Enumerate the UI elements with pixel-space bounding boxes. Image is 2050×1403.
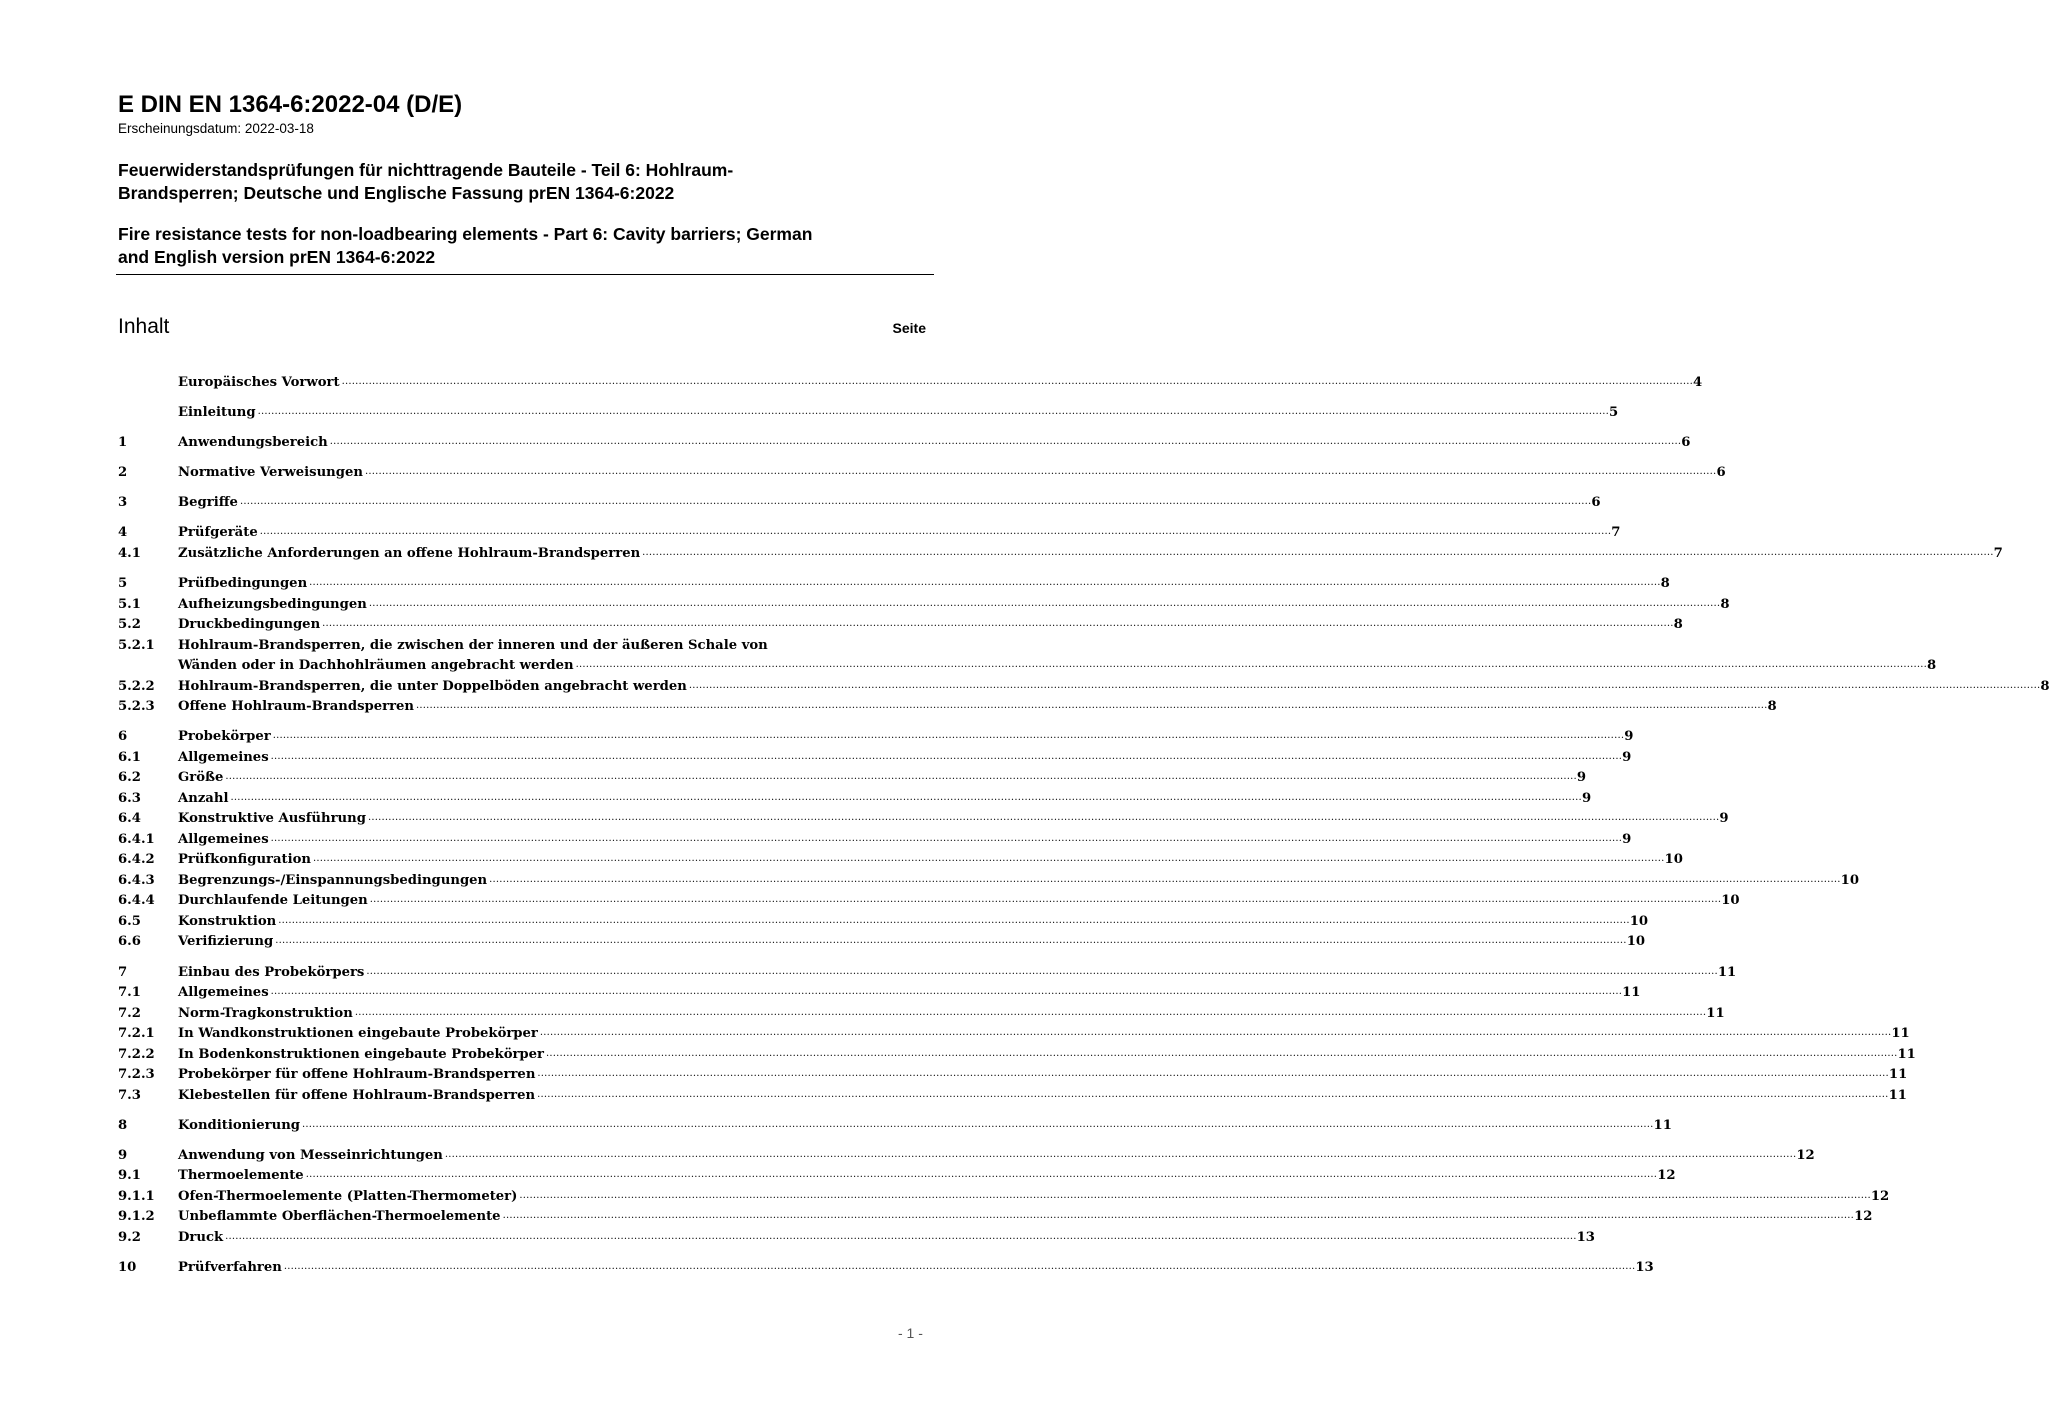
toc-entry-number: 4.1 bbox=[118, 545, 141, 561]
toc-entry[interactable] bbox=[118, 370, 1703, 391]
toc-entry-title: Begrenzungs-/Einspannungsbedingungen bbox=[178, 872, 488, 888]
toc-heading-row bbox=[118, 312, 926, 342]
toc-dot-leader: ................................................................................................................................................................................................................................................................................................................................................................................................................ bbox=[259, 526, 1612, 538]
toc-dot-leader: ................................................................................................................................................................................................................................................................................................................................................................................................................ bbox=[366, 965, 1718, 977]
toc-entry-title-wrap bbox=[178, 1005, 1706, 1022]
toc-entry[interactable] bbox=[118, 521, 1621, 542]
toc-entry-title-wrap bbox=[178, 728, 1624, 745]
toc-dot-leader: ................................................................................................................................................................................................................................................................................................................................................................................................................ bbox=[270, 832, 1623, 844]
toc-entry-page: 8 bbox=[2040, 678, 2050, 694]
toc-entry-page: 9 bbox=[1576, 770, 1587, 786]
toc-entry-page: 10 bbox=[1721, 893, 1740, 909]
title-german-line-1: Feuerwiderstandsprüfungen für nichttragende Bauteile - Teil 6: Hohlraum- bbox=[118, 160, 734, 180]
title-german bbox=[118, 159, 934, 205]
toc-dot-leader: ................................................................................................................................................................................................................................................................................................................................................................................................................ bbox=[275, 935, 1627, 947]
toc-entry-title: Probekörper für offene Hohlraum-Brandsperren bbox=[178, 1067, 536, 1082]
toc-entry[interactable] bbox=[118, 981, 1641, 1002]
title-english-line-1: Fire resistance tests for non-loadbearing elements - Part 6: Cavity barriers; German bbox=[118, 224, 813, 244]
toc-entry-number: 3 bbox=[118, 495, 128, 511]
toc-entry-number: 5 bbox=[118, 576, 128, 592]
toc-entry-title-wrap bbox=[178, 913, 1630, 930]
toc-entry[interactable] bbox=[118, 725, 1634, 746]
toc-entry-number: 7.2.2 bbox=[118, 1046, 155, 1062]
toc-dot-leader: ................................................................................................................................................................................................................................................................................................................................................................................................................ bbox=[444, 1148, 1797, 1160]
toc-entry-number: 10 bbox=[118, 1260, 137, 1276]
toc-entry-title-wrap bbox=[178, 1208, 1854, 1225]
toc-entry-number: 6 bbox=[118, 729, 128, 745]
toc-entry-number: 9.1 bbox=[118, 1168, 141, 1184]
toc-entry-title: Wänden oder in Dachhohlräumen angebracht werden bbox=[178, 658, 574, 674]
toc-entry-title: Prüfkonfiguration bbox=[178, 852, 312, 868]
toc-entry-title-wrap bbox=[178, 616, 1674, 633]
toc-entry-number: 6.6 bbox=[118, 934, 141, 950]
toc-entry-number: 7.2 bbox=[118, 1005, 141, 1021]
toc-entry[interactable] bbox=[118, 1164, 1676, 1185]
toc-entry-title: Konstruktion bbox=[178, 913, 277, 929]
toc-dot-leader: ................................................................................................................................................................................................................................................................................................................................................................................................................ bbox=[416, 700, 1768, 712]
toc-entry[interactable] bbox=[118, 868, 1859, 889]
toc-entry-number: 6.4.4 bbox=[118, 893, 155, 909]
toc-entry[interactable] bbox=[118, 674, 2050, 695]
toc-entry-title-wrap bbox=[178, 851, 1665, 868]
toc-entry-title: Allgemeines bbox=[178, 831, 269, 847]
toc-dot-leader: ................................................................................................................................................................................................................................................................................................................................................................................................................ bbox=[642, 546, 1994, 558]
toc-entry[interactable] bbox=[118, 541, 2003, 562]
toc-entry-title-wrap bbox=[178, 494, 1591, 511]
toc-dot-leader: ................................................................................................................................................................................................................................................................................................................................................................................................................ bbox=[367, 812, 1720, 824]
toc-entry[interactable] bbox=[118, 572, 1670, 593]
toc-entry-title-wrap bbox=[178, 933, 1627, 950]
toc-entry-number: 6.4 bbox=[118, 811, 141, 827]
toc-entry-title: Aufheizungsbedingungen bbox=[178, 596, 367, 612]
toc-entry-title-wrap bbox=[178, 769, 1577, 786]
toc-entry-number: 5.2 bbox=[118, 617, 141, 633]
toc-entry-title: Zusätzliche Anforderungen an offene Hohlraum-Brandsperren bbox=[178, 545, 641, 561]
title-english bbox=[118, 223, 934, 269]
toc-entry-page: 5 bbox=[1609, 404, 1619, 420]
toc-entry-number: 6.2 bbox=[118, 770, 141, 786]
toc-entry-title: Allgemeines bbox=[178, 985, 269, 1000]
toc-entry[interactable] bbox=[118, 786, 1592, 807]
table-of-contents bbox=[118, 370, 2050, 1276]
page-number: - 1 - bbox=[898, 1325, 923, 1341]
toc-entry[interactable] bbox=[118, 695, 1777, 716]
toc-entry[interactable] bbox=[118, 909, 1649, 930]
toc-entry-page: 11 bbox=[1653, 1117, 1672, 1133]
toc-entry-title: Ofen-Thermoelemente (Platten-Thermometer) bbox=[178, 1188, 518, 1204]
toc-entry[interactable] bbox=[118, 1001, 1725, 1022]
toc-entry-title: Druck bbox=[178, 1229, 224, 1245]
toc-entry-page: 8 bbox=[1927, 658, 1937, 674]
toc-entry-title-wrap bbox=[178, 872, 1841, 889]
toc-entry-title: Konstruktive Ausführung bbox=[178, 811, 366, 827]
toc-entry-page: 10 bbox=[1840, 872, 1859, 888]
toc-entry[interactable] bbox=[118, 1042, 1916, 1063]
toc-entry-title: Thermoelemente bbox=[178, 1168, 304, 1184]
toc-entry-number: 5.2.2 bbox=[118, 678, 155, 694]
toc-entry-number: 7.3 bbox=[118, 1087, 141, 1103]
toc-dot-leader: ................................................................................................................................................................................................................................................................................................................................................................................................................ bbox=[272, 730, 1625, 742]
toc-entry-title: Offene Hohlraum-Brandsperren bbox=[178, 699, 414, 715]
toc-entry[interactable] bbox=[118, 766, 1587, 787]
toc-dot-leader: ................................................................................................................................................................................................................................................................................................................................................................................................................ bbox=[329, 435, 1682, 447]
toc-dot-leader: ................................................................................................................................................................................................................................................................................................................................................................................................................ bbox=[368, 597, 1721, 609]
document-id: E DIN EN 1364-6:2022-04 (D/E) bbox=[118, 91, 463, 118]
toc-dot-leader: ................................................................................................................................................................................................................................................................................................................................................................................................................ bbox=[270, 986, 1623, 997]
toc-entry-page: 6 bbox=[1681, 434, 1691, 450]
toc-entry-title-wrap bbox=[178, 1229, 1577, 1246]
publication-date: Erscheinungsdatum: 2022-03-18 bbox=[118, 121, 314, 136]
toc-entry-title-wrap bbox=[178, 657, 1927, 674]
toc-entry[interactable] bbox=[118, 1022, 1910, 1043]
toc-dot-leader: ................................................................................................................................................................................................................................................................................................................................................................................................................ bbox=[537, 1088, 1889, 1100]
toc-dot-leader: ................................................................................................................................................................................................................................................................................................................................................................................................................ bbox=[502, 1210, 1855, 1222]
toc-entry[interactable] bbox=[118, 1256, 1654, 1277]
toc-entry-number: 5.2.3 bbox=[118, 699, 155, 715]
document-header bbox=[118, 90, 934, 269]
toc-entry-title: Hohlraum-Brandsperren, die unter Doppelböden angebracht werden bbox=[178, 678, 687, 694]
toc-entry-page: 11 bbox=[1897, 1046, 1916, 1062]
toc-entry[interactable] bbox=[118, 745, 1632, 766]
toc-entry-page: 12 bbox=[1870, 1188, 1890, 1204]
toc-entry-page: 11 bbox=[1891, 1026, 1910, 1041]
toc-dot-leader: ................................................................................................................................................................................................................................................................................................................................................................................................................ bbox=[322, 618, 1674, 630]
toc-entry-page: 7 bbox=[1611, 525, 1621, 541]
toc-dot-leader: ................................................................................................................................................................................................................................................................................................................................................................................................................ bbox=[305, 1169, 1658, 1181]
toc-entry-title: Konditionierung bbox=[178, 1117, 301, 1133]
toc-entry-title: Verifizierung bbox=[178, 934, 274, 950]
toc-entry[interactable] bbox=[118, 930, 1646, 951]
toc-heading: Inhalt bbox=[118, 315, 170, 338]
toc-dot-leader: ................................................................................................................................................................................................................................................................................................................................................................................................................ bbox=[309, 577, 1661, 589]
toc-entry-title: Prüfgeräte bbox=[178, 525, 258, 541]
toc-entry-title-wrap bbox=[178, 698, 1767, 715]
toc-entry-title: Hohlraum-Brandsperren, die zwischen der inneren und der äußeren Schale von bbox=[178, 637, 768, 653]
toc-entry-title: In Bodenkonstruktionen eingebaute Probekörper bbox=[178, 1046, 544, 1062]
toc-entry-title-wrap bbox=[178, 596, 1720, 613]
toc-entry[interactable] bbox=[118, 1083, 1907, 1104]
toc-entry-number: 9.1.2 bbox=[118, 1209, 155, 1225]
toc-entry-title: Prüfbedingungen bbox=[178, 576, 308, 592]
toc-entry-title-wrap bbox=[178, 374, 1693, 391]
toc-entry[interactable] bbox=[118, 807, 1729, 828]
toc-entry-title: Anwendung von Messeinrichtungen bbox=[178, 1147, 443, 1163]
toc-entry-title-wrap bbox=[178, 404, 1609, 421]
toc-entry-title-wrap bbox=[178, 790, 1582, 807]
title-english-line-2: and English version prEN 1364-6:2022 bbox=[118, 247, 436, 267]
toc-entry-page: 8 bbox=[1660, 576, 1670, 592]
toc-entry-title-wrap bbox=[178, 1087, 1889, 1104]
toc-dot-leader: ................................................................................................................................................................................................................................................................................................................................................................................................................ bbox=[489, 873, 1841, 885]
toc-entry-title-wrap bbox=[178, 1066, 1889, 1083]
toc-dot-leader: ................................................................................................................................................................................................................................................................................................................................................................................................................ bbox=[302, 1118, 1654, 1130]
toc-entry-number: 6.4.1 bbox=[118, 831, 155, 847]
toc-entry-title-wrap bbox=[178, 1025, 1891, 1042]
toc-dot-leader: ................................................................................................................................................................................................................................................................................................................................................................................................................ bbox=[341, 375, 1694, 387]
toc-entry-page: 12 bbox=[1796, 1147, 1815, 1163]
toc-entry-number: 7.2.1 bbox=[118, 1026, 155, 1041]
toc-entry-title: Europäisches Vorwort bbox=[178, 374, 340, 390]
toc-entry-number: 5.2.1 bbox=[118, 637, 155, 653]
toc-entry-number: 7.2.3 bbox=[118, 1067, 155, 1082]
toc-entry-title: Anzahl bbox=[178, 790, 229, 806]
toc-entry[interactable] bbox=[118, 654, 1937, 675]
toc-dot-leader: ................................................................................................................................................................................................................................................................................................................................................................................................................ bbox=[239, 496, 1592, 508]
header-divider bbox=[116, 274, 934, 275]
toc-entry-title-wrap bbox=[178, 1167, 1657, 1184]
toc-entry-page: 4 bbox=[1693, 374, 1703, 390]
toc-dot-leader: ................................................................................................................................................................................................................................................................................................................................................................................................................ bbox=[369, 894, 1722, 906]
toc-entry-number: 6.3 bbox=[118, 790, 141, 806]
toc-entry-title-wrap bbox=[178, 892, 1721, 909]
toc-entry-page: 9 bbox=[1622, 831, 1632, 847]
toc-entry-page: 9 bbox=[1622, 749, 1632, 765]
toc-dot-leader: ................................................................................................................................................................................................................................................................................................................................................................................................................ bbox=[230, 791, 1582, 803]
toc-entry-title: Durchlaufende Leitungen bbox=[178, 893, 368, 909]
toc-entry-title-wrap bbox=[178, 1259, 1635, 1276]
toc-entry[interactable] bbox=[118, 633, 930, 654]
toc-dot-leader: ................................................................................................................................................................................................................................................................................................................................................................................................................ bbox=[257, 405, 1610, 417]
toc-entry-page: 8 bbox=[1720, 596, 1730, 612]
toc-entry-title-wrap bbox=[178, 464, 1716, 481]
toc-dot-leader: ................................................................................................................................................................................................................................................................................................................................................................................................................ bbox=[539, 1027, 1892, 1038]
toc-entry-title: Einbau des Probekörpers bbox=[178, 964, 365, 980]
toc-entry-number: 9.2 bbox=[118, 1229, 141, 1245]
toc-entry-page: 13 bbox=[1576, 1229, 1595, 1245]
toc-entry-title-wrap bbox=[178, 984, 1622, 1001]
toc-entry-page: 11 bbox=[1622, 985, 1641, 1000]
toc-entry-title: Probekörper bbox=[178, 729, 271, 745]
toc-dot-leader: ................................................................................................................................................................................................................................................................................................................................................................................................................ bbox=[537, 1068, 1889, 1079]
toc-entry-page: 8 bbox=[1673, 617, 1683, 633]
toc-entry-page: 10 bbox=[1626, 934, 1646, 950]
toc-entry-page: 10 bbox=[1629, 913, 1649, 929]
toc-entry-title: Einleitung bbox=[178, 404, 256, 420]
toc-entry-title-wrap bbox=[178, 545, 1994, 562]
toc-entry-title: Unbeflammte Oberflächen-Thermoelemente bbox=[178, 1209, 501, 1225]
toc-entry-page: 9 bbox=[1581, 790, 1592, 806]
toc-entry[interactable] bbox=[118, 613, 1683, 634]
toc-entry-page: 9 bbox=[1624, 729, 1634, 745]
toc-entry[interactable] bbox=[118, 889, 1740, 910]
toc-entry-title-wrap bbox=[178, 434, 1681, 451]
toc-entry[interactable] bbox=[118, 827, 1632, 848]
toc-entry-page: 7 bbox=[1993, 545, 2003, 561]
toc-entry-title: Norm-Tragkonstruktion bbox=[178, 1005, 353, 1021]
toc-entry-title: Klebestellen für offene Hohlraum-Brandsperren bbox=[178, 1087, 536, 1103]
toc-entry-page: 12 bbox=[1854, 1209, 1873, 1225]
toc-entry-number: 7 bbox=[118, 964, 128, 980]
toc-entry-number: 4 bbox=[118, 525, 128, 541]
toc-entry-page: 10 bbox=[1664, 852, 1683, 868]
toc-entry-page: 8 bbox=[1767, 699, 1777, 715]
toc-entry-title-wrap bbox=[178, 810, 1719, 827]
toc-entry-title: Anwendungsbereich bbox=[178, 434, 328, 450]
toc-dot-leader: ................................................................................................................................................................................................................................................................................................................................................................................................................ bbox=[278, 914, 1630, 926]
toc-entry-page: 13 bbox=[1635, 1260, 1654, 1276]
toc-entry-title-wrap bbox=[178, 678, 2040, 695]
toc-dot-leader: ................................................................................................................................................................................................................................................................................................................................................................................................................ bbox=[225, 1230, 1577, 1242]
toc-entry-title: Begriffe bbox=[178, 495, 238, 511]
toc-dot-leader: ................................................................................................................................................................................................................................................................................................................................................................................................................ bbox=[519, 1189, 1871, 1201]
toc-entry[interactable] bbox=[118, 1184, 1890, 1205]
toc-entry-page: 9 bbox=[1719, 811, 1729, 827]
toc-entry[interactable] bbox=[118, 1143, 1815, 1164]
toc-entry-page: 12 bbox=[1657, 1168, 1676, 1184]
toc-dot-leader: ................................................................................................................................................................................................................................................................................................................................................................................................................ bbox=[313, 853, 1665, 865]
toc-entry-title-wrap bbox=[178, 1188, 1871, 1205]
toc-entry-title-wrap bbox=[178, 1147, 1796, 1164]
toc-entry-title-wrap bbox=[178, 831, 1622, 848]
toc-entry-title-wrap bbox=[178, 575, 1661, 592]
toc-dot-leader: ................................................................................................................................................................................................................................................................................................................................................................................................................ bbox=[575, 659, 1928, 671]
toc-entry-page: 11 bbox=[1888, 1087, 1907, 1103]
toc-entry-title: Normative Verweisungen bbox=[178, 465, 363, 481]
toc-entry-title-wrap bbox=[178, 749, 1622, 766]
toc-entry-title: Prüfverfahren bbox=[178, 1260, 282, 1276]
toc-entry[interactable] bbox=[118, 1063, 1908, 1084]
toc-entry-page: 6 bbox=[1591, 495, 1601, 511]
toc-entry-title-wrap bbox=[178, 964, 1718, 981]
toc-entry[interactable] bbox=[118, 1205, 1873, 1226]
toc-entry-number: 1 bbox=[118, 434, 128, 450]
toc-entry-number: 9.1.1 bbox=[118, 1188, 155, 1204]
toc-dot-leader: ................................................................................................................................................................................................................................................................................................................................................................................................................ bbox=[364, 466, 1717, 478]
toc-entry-title-wrap bbox=[178, 1117, 1654, 1134]
toc-dot-leader: ................................................................................................................................................................................................................................................................................................................................................................................................................ bbox=[225, 771, 1577, 783]
toc-entry-number: 6.1 bbox=[118, 749, 141, 765]
toc-entry-title-wrap bbox=[178, 638, 930, 654]
title-german-line-2: Brandsperren; Deutsche und Englische Fassung prEN 1364-6:2022 bbox=[118, 183, 675, 203]
toc-entry-page: 11 bbox=[1706, 1005, 1725, 1021]
toc-dot-leader: ................................................................................................................................................................................................................................................................................................................................................................................................................ bbox=[546, 1047, 1898, 1059]
toc-entry-number: 8 bbox=[118, 1117, 128, 1133]
toc-entry-title-wrap bbox=[178, 524, 1611, 541]
toc-entry[interactable] bbox=[118, 1225, 1595, 1246]
toc-entry[interactable] bbox=[118, 592, 1730, 613]
toc-entry-number: 7.1 bbox=[118, 985, 141, 1000]
toc-entry-number: 2 bbox=[118, 465, 128, 481]
toc-entry[interactable] bbox=[118, 491, 1601, 512]
toc-entry[interactable] bbox=[118, 848, 1683, 869]
page-column-label: Seite bbox=[892, 320, 926, 336]
toc-entry[interactable] bbox=[118, 430, 1691, 451]
toc-dot-leader: ................................................................................................................................................................................................................................................................................................................................................................................................................ bbox=[354, 1006, 1707, 1018]
toc-entry-page: 11 bbox=[1888, 1067, 1908, 1082]
toc-entry[interactable] bbox=[118, 960, 1737, 981]
toc-entry-number: 9 bbox=[118, 1147, 128, 1163]
toc-dot-leader: ................................................................................................................................................................................................................................................................................................................................................................................................................ bbox=[270, 750, 1623, 762]
toc-entry-number: 6.5 bbox=[118, 913, 141, 929]
toc-entry-number: 5.1 bbox=[118, 596, 141, 612]
toc-entry-title: In Wandkonstruktionen eingebaute Probekörper bbox=[178, 1026, 538, 1041]
toc-dot-leader: ................................................................................................................................................................................................................................................................................................................................................................................................................ bbox=[283, 1261, 1636, 1273]
toc-dot-leader: ................................................................................................................................................................................................................................................................................................................................................................................................................ bbox=[688, 679, 2041, 691]
toc-entry-number: 6.4.3 bbox=[118, 872, 155, 888]
toc-entry-page: 11 bbox=[1717, 964, 1737, 980]
toc-entry-page: 6 bbox=[1716, 465, 1726, 481]
toc-entry-title: Allgemeines bbox=[178, 749, 269, 765]
toc-entry[interactable] bbox=[118, 1113, 1672, 1134]
toc-entry[interactable] bbox=[118, 461, 1726, 482]
toc-entry-title: Druckbedingungen bbox=[178, 617, 321, 633]
toc-entry-title: Größe bbox=[178, 770, 224, 786]
toc-entry[interactable] bbox=[118, 400, 1619, 421]
toc-entry-number: 6.4.2 bbox=[118, 852, 155, 868]
toc-entry-title-wrap bbox=[178, 1046, 1897, 1063]
